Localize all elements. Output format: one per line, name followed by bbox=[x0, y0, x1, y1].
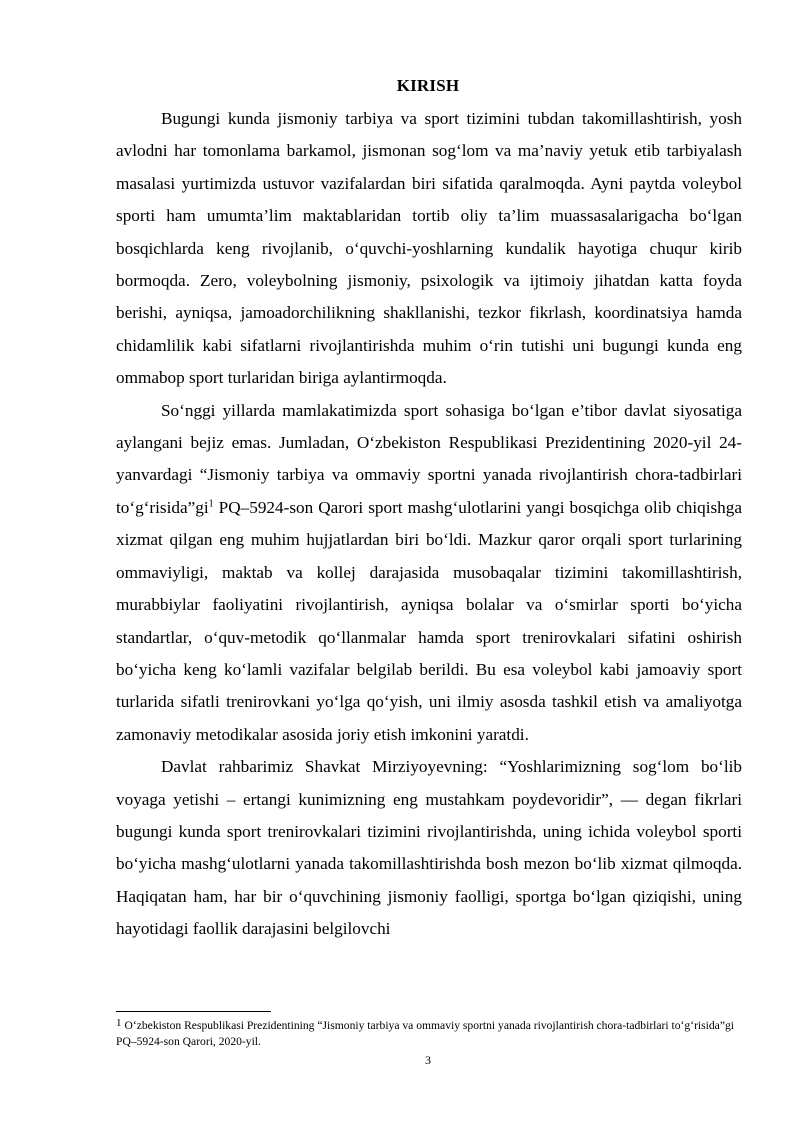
paragraph-2 bbox=[116, 395, 742, 751]
page-number: 3 bbox=[425, 1053, 431, 1067]
footnote-separator bbox=[116, 1011, 271, 1012]
footnote bbox=[116, 1015, 742, 1050]
paragraph-1 bbox=[116, 103, 742, 395]
section-heading: KIRISH bbox=[396, 76, 460, 95]
paragraph-1-text: Bugungi kunda jismoniy tarbiya va sport tizimini tubdan takomillashtirish, yosh avlodni har tomonlama barkamol, jismonan sog‘lom va ma’naviy yetuk etib tarbiyalash masalasi yurtimizda ustuvor vazifalardan biri sifatida qaralmoqda. Ayni paytda voleybol sporti ham umumta’lim maktablaridan tortib oliy ta’lim muassasalarigacha bo‘lgan bosqichlarda keng rivojlanib, o‘quvchi-yoshlarning kundalik hayotiga chuqur kirib bormoqda. Zero, voleybolning jismoniy, psixologik va ijtimoiy jihatdan katta foyda berishi, ayniqsa, jamoadorchilikning shakllanishi, tezkor fikrlash, koordinatsiya hamda chidamlilik kabi sifatlarni rivojlantirishda muhim o‘rin tutishi uni bugungi kunda eng ommabop sport turlaridan biriga aylantirmoqda. bbox=[116, 109, 742, 388]
footnote-text: O‘zbekiston Respublikasi Prezidentining “Jismoniy tarbiya va ommaviy sportni yanada rivojlantirish chora-tadbirlari to‘g‘risida”gi PQ–5924-son Qarori, 2020-yil. bbox=[116, 1019, 734, 1048]
paragraph-2-text-after: PQ–5924-son Qarori sport mashg‘ulotlarini yangi bosqichga olib chiqishga xizmat qilgan eng muhim hujjatlardan biri bo‘ldi. Mazkur qaror orqali sport turlarining ommaviyligi, maktab va kollej darajasida musobaqalar tizimini takomillashtirish, murabbiylar faoliyatini rivojlantirish, ayniqsa bolalar va o‘smirlar sporti bo‘yicha standartlar, o‘quv-metodik qo‘llanmalar hamda sport trenirovkalari sifatini oshirish bo‘yicha keng ko‘lamli vazifalar belgilab berildi. Bu esa voleybol kabi jamoaviy sport turlarida sifatli trenirovkani yo‘lga qo‘yish, uni ilmiy asosda tashkil etish va amaliyotga zamonaviy metodikalar asosida joriy etish imkonini yaratdi. bbox=[116, 497, 742, 744]
paragraph-3 bbox=[116, 751, 742, 945]
footnote-reference[interactable]: 1 bbox=[208, 498, 214, 510]
body-text bbox=[116, 103, 742, 946]
paragraph-2-text-before: So‘nggi yillarda mamlakatimizda sport sohasiga bo‘lgan e’tibor davlat siyosatiga aylangani bejiz emas. Jumladan, O‘zbekiston Respublikasi Prezidentining 2020-yil 24-yanvardagi “Jismoniy tarbiya va ommaviy sportni yanada rivojlantirish chora-tadbirlari to‘g‘risida”gi bbox=[116, 400, 742, 517]
paragraph-3-text: Davlat rahbarimiz Shavkat Mirziyoyevning: “Yoshlarimizning sog‘lom bo‘lib voyaga yetishi – ertangi kunimizning eng mustahkam poydevoridir”, — degan fikrlari bugungi kunda sport trenirovkalari tizimini rivojlantirishda, uning ichida voleybol sporti bo‘yicha mashg‘ulotlarni yanada takomillashtirishda bosh mezon bo‘lib xizmat qilmoqda. Haqiqatan ham, har bir o‘quvchining jismoniy faolligi, sportga bo‘lgan qiziqishi, uning hayotidagi faollik darajasini belgilovchi bbox=[116, 757, 742, 939]
footnote-mark: 1 bbox=[116, 1017, 122, 1029]
